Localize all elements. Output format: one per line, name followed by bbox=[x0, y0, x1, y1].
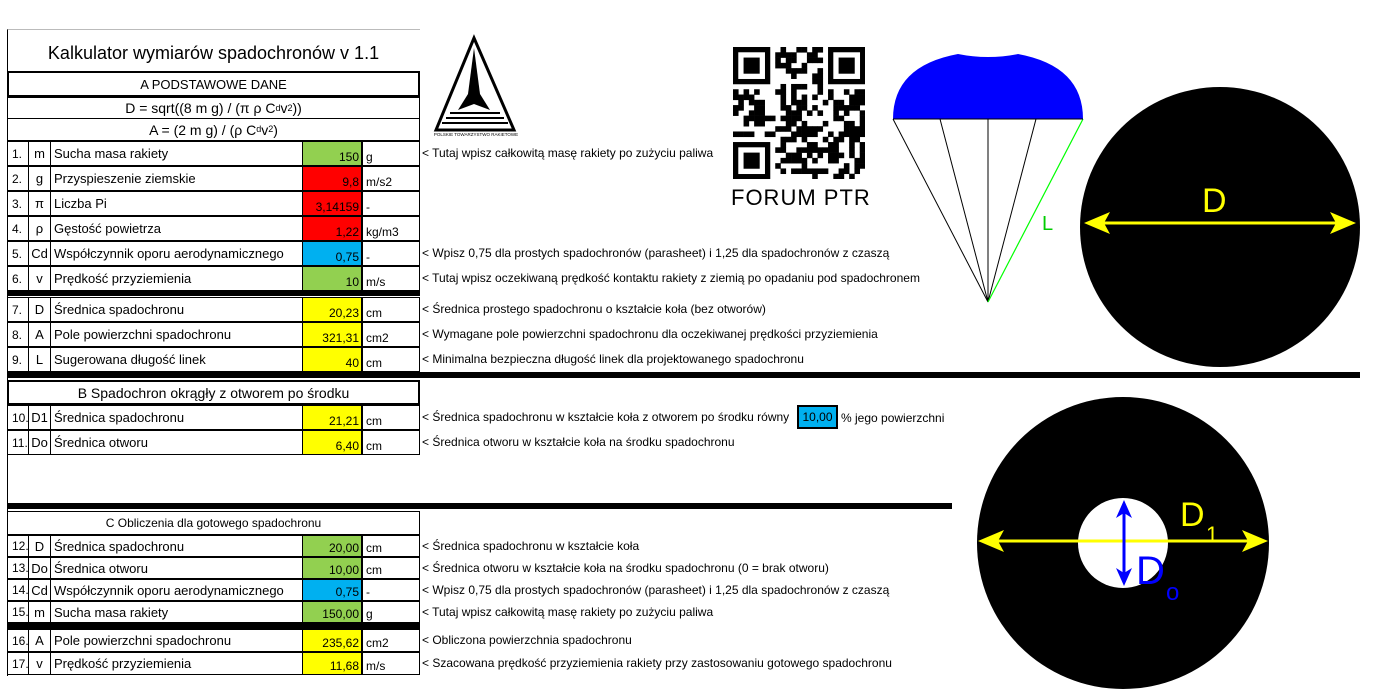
row-unit: cm bbox=[363, 347, 420, 372]
row-number: 17. bbox=[7, 652, 28, 675]
row-number: 6. bbox=[7, 266, 28, 291]
row-value-cell[interactable]: 3,14159 bbox=[303, 191, 363, 216]
row-value-cell[interactable]: 10,00 bbox=[303, 557, 363, 579]
formula-d-text: D = sqrt((8 m g) / (π ρ C bbox=[125, 100, 276, 116]
row-unit: g bbox=[363, 141, 420, 166]
row-unit: cm2 bbox=[363, 322, 420, 347]
row-label: Przyspieszenie ziemskie bbox=[50, 166, 303, 191]
label-diameter-do-sub: o bbox=[1166, 579, 1180, 606]
forum-ptr-caption: FORUM PTR bbox=[731, 185, 871, 210]
row-value-cell[interactable]: 150,00 bbox=[303, 601, 363, 623]
parachute-side-diagram bbox=[888, 48, 1088, 308]
row-note: < Wpisz 0,75 dla prostych spadochronów (parasheet) i 1,25 dla spadochronów z czaszą bbox=[422, 246, 890, 260]
row-symbol: Do bbox=[28, 430, 50, 455]
row-number: 8. bbox=[7, 322, 28, 347]
row-label: Sucha masa rakiety bbox=[50, 601, 303, 623]
row-note: < Tutaj wpisz oczekiwaną prędkość kontaktu rakiety z ziemią po opadaniu pod spadochronem bbox=[422, 271, 920, 285]
row-label: Średnica otworu bbox=[50, 430, 303, 455]
row-note: < Średnica spadochronu w kształcie koła z otworem po środku równy bbox=[422, 410, 790, 424]
row-number: 3. bbox=[7, 191, 28, 216]
row-unit: cm2 bbox=[363, 629, 420, 652]
row-symbol: L bbox=[28, 347, 50, 372]
section-c-header: C Obliczenia dla gotowego spadochronu bbox=[7, 511, 420, 535]
row-label: Gęstość powietrza bbox=[50, 216, 303, 241]
row-symbol: v bbox=[28, 652, 50, 675]
row-symbol: ρ bbox=[28, 216, 50, 241]
logo-caption: POLSKIE TOWARZYSTWO RAKIETOWE bbox=[433, 132, 519, 137]
row-number: 11. bbox=[7, 430, 28, 455]
row-number: 1. bbox=[7, 141, 28, 166]
row-number: 16. bbox=[7, 629, 28, 652]
row-number: 9. bbox=[7, 347, 28, 372]
formula-d-sub: d bbox=[275, 102, 281, 113]
row-note: < Minimalna bezpieczna długość linek dla projektowanego spadochronu bbox=[422, 352, 804, 366]
row-number: 14. bbox=[7, 579, 28, 601]
row-number: 4. bbox=[7, 216, 28, 241]
label-diameter-do: D bbox=[1136, 549, 1165, 593]
formula-a-sub: d bbox=[256, 124, 262, 134]
row-symbol: v bbox=[28, 266, 50, 291]
row-label: Prędkość przyziemienia bbox=[50, 652, 303, 675]
row-unit: kg/m3 bbox=[363, 216, 420, 241]
row-note: < Szacowana prędkość przyziemienia rakiety przy zastosowaniu gotowego spadochronu bbox=[422, 656, 892, 670]
row-value-cell[interactable]: 10 bbox=[303, 266, 363, 291]
row-number: 12. bbox=[7, 535, 28, 557]
label-diameter-d: D bbox=[1202, 182, 1227, 220]
row-label: Prędkość przyziemienia bbox=[50, 266, 303, 291]
row-unit: - bbox=[363, 579, 420, 601]
label-line-length: L bbox=[1042, 213, 1054, 235]
row-symbol: Cd bbox=[28, 579, 50, 601]
row-label: Średnica spadochronu bbox=[50, 297, 303, 322]
divider-ab bbox=[7, 372, 1360, 378]
row-label: Średnica spadochronu bbox=[50, 405, 303, 430]
row-number: 2. bbox=[7, 166, 28, 191]
row-symbol: Cd bbox=[28, 241, 50, 266]
row-note: < Obliczona powierzchnia spadochronu bbox=[422, 633, 632, 647]
label-diameter-d1-sub: 1 bbox=[1206, 522, 1219, 547]
row-value-cell[interactable]: 20,23 bbox=[303, 297, 363, 322]
formula-a bbox=[7, 119, 420, 141]
divider-bc bbox=[7, 503, 952, 509]
row-value-cell[interactable]: 321,31 bbox=[303, 322, 363, 347]
row-unit: cm bbox=[363, 430, 420, 455]
row-label: Współczynnik oporu aerodynamicznego bbox=[50, 241, 303, 266]
row-unit: m/s2 bbox=[363, 166, 420, 191]
section-a-header: A PODSTAWOWE DANE bbox=[7, 71, 420, 97]
row-unit: m/s bbox=[363, 652, 420, 675]
row-value-cell[interactable]: 9,8 bbox=[303, 166, 363, 191]
row-label: Współczynnik oporu aerodynamicznego bbox=[50, 579, 303, 601]
row-unit: g bbox=[363, 601, 420, 623]
row-value-cell[interactable]: 1,22 bbox=[303, 216, 363, 241]
row-number: 10. bbox=[7, 405, 28, 430]
circle-d-diagram bbox=[1080, 84, 1360, 370]
row-note: < Średnica otworu w kształcie koła na środku spadochronu (0 = brak otworu) bbox=[422, 561, 829, 575]
row-note: < Wpisz 0,75 dla prostych spadochronów (parasheet) i 1,25 dla spadochronów z czaszą bbox=[422, 583, 890, 597]
formula-a-tail: v bbox=[261, 121, 269, 138]
divider-a bbox=[7, 290, 420, 296]
row-number: 15. bbox=[7, 601, 28, 623]
row-note: < Średnica prostego spadochronu o kształcie koła (bez otworów) bbox=[422, 302, 766, 316]
row-label: Średnica spadochronu bbox=[50, 535, 303, 557]
row-symbol: D1 bbox=[28, 405, 50, 430]
formula-a-end: ) bbox=[273, 121, 278, 138]
row-symbol: A bbox=[28, 322, 50, 347]
row-note: < Tutaj wpisz całkowitą masę rakiety po zużyciu paliwa bbox=[422, 605, 714, 619]
row-label: Sugerowana długość linek bbox=[50, 347, 303, 372]
row-number: 13. bbox=[7, 557, 28, 579]
formula-a-sup: 2 bbox=[268, 124, 274, 134]
row-label: Sucha masa rakiety bbox=[50, 141, 303, 166]
row-value-cell[interactable]: 0,75 bbox=[303, 241, 363, 266]
row-symbol: Do bbox=[28, 557, 50, 579]
row-symbol: π bbox=[28, 191, 50, 216]
formula-d-end: )) bbox=[292, 100, 302, 116]
circle-with-hole-diagram bbox=[976, 396, 1270, 690]
formula-d-sup: 2 bbox=[287, 102, 293, 113]
formula-a-text: A = (2 m g) / (ρ C bbox=[149, 121, 257, 138]
qr-code-icon[interactable] bbox=[733, 47, 865, 179]
row-symbol: D bbox=[28, 535, 50, 557]
ptr-logo-icon bbox=[428, 34, 524, 140]
row-symbol: m bbox=[28, 601, 50, 623]
row-note: < Tutaj wpisz całkowitą masę rakiety po zużyciu paliwa bbox=[422, 146, 714, 160]
row-label: Pole powierzchni spadochronu bbox=[50, 322, 303, 347]
row-value-cell[interactable]: 11,68 bbox=[303, 652, 363, 675]
row-value-cell[interactable]: 235,62 bbox=[303, 629, 363, 652]
row-unit: - bbox=[363, 191, 420, 216]
row-value-cell[interactable]: 0,75 bbox=[303, 579, 363, 601]
row-value-cell[interactable]: 150 bbox=[303, 141, 363, 166]
row-value-cell[interactable]: 40 bbox=[303, 347, 363, 372]
formula-d bbox=[7, 97, 420, 119]
row-unit: - bbox=[363, 241, 420, 266]
label-diameter-d1: D bbox=[1180, 496, 1205, 534]
row-symbol: m bbox=[28, 141, 50, 166]
row-unit: m/s bbox=[363, 266, 420, 291]
hole-percent-suffix: % jego powierzchni bbox=[841, 411, 945, 425]
row-value-cell[interactable]: 6,40 bbox=[303, 430, 363, 455]
formula-d-tail: v bbox=[280, 100, 288, 116]
row-unit: cm bbox=[363, 557, 420, 579]
row-unit: cm bbox=[363, 297, 420, 322]
row-unit: cm bbox=[363, 405, 420, 430]
row-note: < Średnica spadochronu w kształcie koła bbox=[422, 539, 640, 553]
row-note: < Średnica otworu w kształcie koła na środku spadochronu bbox=[422, 435, 735, 449]
row-symbol: A bbox=[28, 629, 50, 652]
page-title: Kalkulator wymiarów spadochronów v 1.1 bbox=[47, 42, 380, 63]
row-label: Średnica otworu bbox=[50, 557, 303, 579]
row-value-cell[interactable]: 20,00 bbox=[303, 535, 363, 557]
row-label: Pole powierzchni spadochronu bbox=[50, 629, 303, 652]
hole-percent-input[interactable]: 10,00 bbox=[797, 405, 838, 429]
row-number: 5. bbox=[7, 241, 28, 266]
row-symbol: g bbox=[28, 166, 50, 191]
row-label: Liczba Pi bbox=[50, 191, 303, 216]
row-note: < Wymagane pole powierzchni spadochronu dla oczekiwanej prędkości przyziemienia bbox=[422, 327, 878, 341]
row-symbol: D bbox=[28, 297, 50, 322]
row-number: 7. bbox=[7, 297, 28, 322]
section-b-header: B Spadochron okrągły z otworem po środku bbox=[7, 380, 420, 405]
row-value-cell[interactable]: 21,21 bbox=[303, 405, 363, 430]
row-unit: cm bbox=[363, 535, 420, 557]
